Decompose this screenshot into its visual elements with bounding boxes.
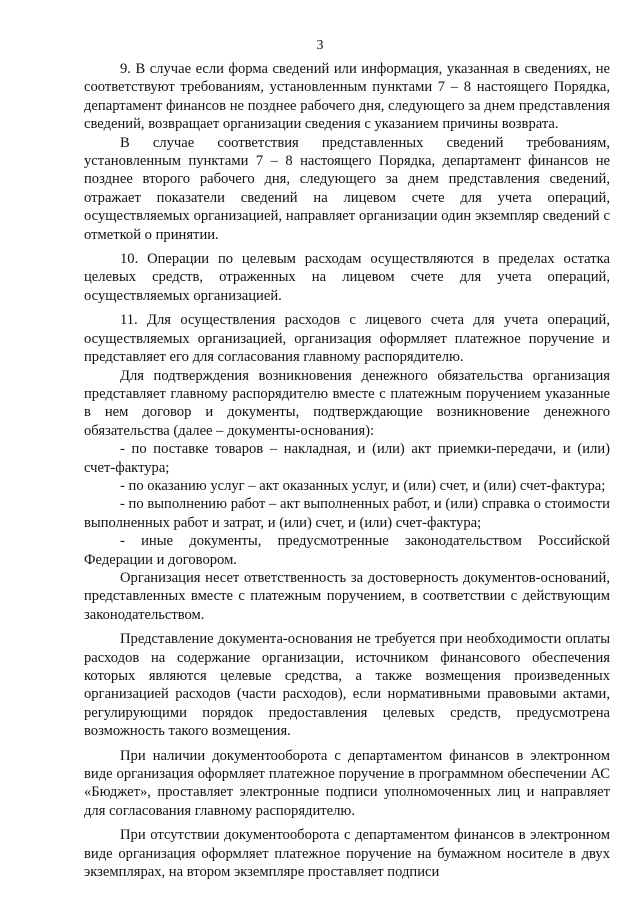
list-item-services: - по оказанию услуг – акт оказанных услуг, и (или) счет, и (или) счет-фактура; — [120, 477, 606, 494]
paragraph-9-continued: В случае соответствия представленных сведений требованиям, установленным пунктами 7 – 8 настоящего Порядка, департамент финансов не позднее второго рабочего дня, следующего за днем представления сведений, отражает показатели сведений на лицевом счете для учета операций, осуществляемых организацией, направляет организации один экземпляр сведений с отметкой о принятии. — [84, 134, 610, 243]
paragraph-9: 9. В случае если форма сведений или информация, указанная в сведениях, не соответствуют требованиям, установленным пунктами 7 – 8 настоящего Порядка, департамент финансов не позднее рабочего дня, следующего за днем представления сведений, возвращает организации сведения с указанием причины возврата. — [84, 61, 610, 133]
page-number: 3 — [316, 38, 324, 53]
list-item-goods: - по поставке товаров – накладная, и (или) акт приемки-передачи, и (или) счет-фактура; — [84, 441, 610, 476]
paragraph-exemption: Представление документа-основания не требуется при необходимости оплаты расходов на содержание организации, источником финансового обеспечения которых являются целевые средства, а также возмещения произведенных организацией расходов (части расходов), если нормативными правовыми актами, регулирующими порядок предоставления целевых средств, предусмотрена возможность такого возмещения. — [84, 631, 610, 740]
paragraph-11-obligation: Для подтверждения возникновения денежного обязательства организация представляет главному распорядителю вместе с платежным поручением указанные в нем договор и документы, подтверждающие возникновение денежного обязательства (далее – документы-основания): — [84, 367, 610, 439]
paragraph-11: 11. Для осуществления расходов с лицевого счета для учета операций, осуществляемых организацией, организация оформляет платежное поручение и представляет его для согласования главному распорядителю. — [84, 312, 610, 366]
paragraph-paper: При отсутствии документооборота с департаментом финансов в электронном виде организация оформляет платежное поручение на бумажном носителе в двух экземплярах, на втором экземпляре проставляет подписи — [84, 827, 610, 881]
paragraph-responsibility: Организация несет ответственность за достоверность документов-оснований, представленных вместе с платежным поручением, в соответствии с действующим законодательством. — [84, 569, 610, 623]
list-item-works: - по выполнению работ – акт выполненных работ, и (или) справка о стоимости выполненных работ и затрат, и (или) счет, и (или) счет-фактура; — [84, 496, 610, 531]
list-item-other: - иные документы, предусмотренные законодательством Российской Федерации и договором. — [84, 533, 610, 568]
paragraph-10: 10. Операции по целевым расходам осуществляются в пределах остатка целевых средств, отраженных на лицевом счете для учета операций, осуществляемых организацией. — [84, 251, 610, 304]
paragraph-electronic: При наличии документооборота с департаментом финансов в электронном виде организация оформляет платежное поручение в программном обеспечении АС «Бюджет», проставляет электронные подписи уполномоченных лиц и направляет для согласования главному распорядителю. — [84, 747, 610, 819]
document-body — [84, 60, 610, 881]
